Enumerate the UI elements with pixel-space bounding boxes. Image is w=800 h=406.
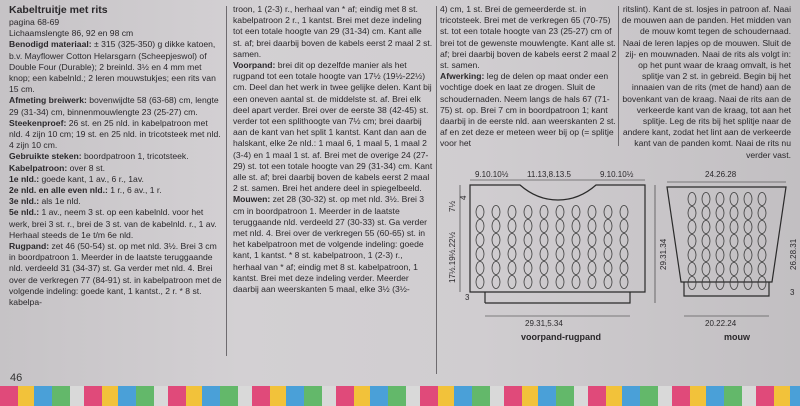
- paragraph: Mouwen: zet 28 (30-32) st. op met nld. 3½. Brei 3 cm in boordpatroon 1. Meerder in de laatste teruggaande nld. verdeeld 27 (30-33) st. Ga verder met nld. 4. Brei over de verkregen 55 (60-65) st. in het kabelpatroon met de volgende indeling: goede kant, 1 kantst. * 8 st. kabelpatroon, 1 (2-3) r., herhaal van * af; eindig met 8 st. kabelpatroon, 1 kantst. Brei met deze indeling verder. Meerder daarbij aan weerskanten 5 maal, elke 3½ (3½-: [233, 194, 427, 295]
- cable-stitch: [524, 234, 532, 247]
- cable-stitch: [702, 221, 710, 234]
- cable-stitch: [588, 262, 596, 275]
- front-top-left-dim: 9.10.10½: [475, 170, 509, 179]
- front-neck-dim: 4: [459, 195, 468, 200]
- cable-stitch: [572, 206, 580, 219]
- cable-stitch: [620, 276, 628, 289]
- cable-stitch: [508, 234, 516, 247]
- paragraph: 3e nld.: als 1e nld.: [9, 196, 81, 207]
- cable-stitch: [702, 249, 710, 262]
- cable-stitch: [744, 221, 752, 234]
- cable-stitch: [476, 248, 484, 261]
- cable-stitch: [730, 193, 738, 206]
- cable-stitch: [476, 220, 484, 233]
- cable-stitch: [758, 193, 766, 206]
- cable-stitch: [730, 249, 738, 262]
- paragraph: Lichaamslengte 86, 92 en 98 cm: [9, 28, 134, 39]
- cable-stitch: [572, 276, 580, 289]
- front-back-diagram: [448, 170, 668, 342]
- sleeve-rib-dim: 3: [790, 288, 795, 297]
- cable-stitch: [524, 262, 532, 275]
- cable-stitch: [702, 277, 710, 290]
- front-rib-dim: 3: [465, 293, 470, 302]
- cable-stitch: [508, 262, 516, 275]
- cable-stitch: [492, 234, 500, 247]
- cable-stitch: [588, 248, 596, 261]
- cable-stitch: [556, 248, 564, 261]
- cable-stitch: [588, 220, 596, 233]
- cable-stitch: [540, 206, 548, 219]
- colorful-fabric-strip: [0, 386, 800, 406]
- cable-stitch: [702, 263, 710, 276]
- cable-stitch: [476, 234, 484, 247]
- cable-stitch: [730, 221, 738, 234]
- cable-stitch: [572, 220, 580, 233]
- article-title: Kabeltruitje met rits: [9, 4, 108, 16]
- cable-stitch: [572, 234, 580, 247]
- cable-stitch: [556, 234, 564, 247]
- paragraph: 5e nld.: 1 av., neem 3 st. op een kabelnld. voor het werk, brei 3 st. r., brei de 3 st. van de kabelnld. r., 1 av.: [9, 207, 217, 229]
- cable-stitch: [758, 263, 766, 276]
- cable-stitch: [588, 234, 596, 247]
- paragraph: 2e nld. en alle even nld.: 1 r., 6 av., 1 r.: [9, 185, 162, 196]
- cable-stitch: [730, 263, 738, 276]
- cable-stitch: [604, 276, 612, 289]
- cable-stitch: [540, 262, 548, 275]
- cable-stitch: [744, 249, 752, 262]
- cable-stitch: [688, 193, 696, 206]
- cable-stitch: [572, 248, 580, 261]
- cable-stitch: [744, 193, 752, 206]
- cable-stitch: [688, 277, 696, 290]
- cable-stitch: [758, 221, 766, 234]
- cable-stitch: [688, 221, 696, 234]
- cable-stitch: [716, 193, 724, 206]
- cable-stitch: [604, 234, 612, 247]
- cable-stitch: [588, 206, 596, 219]
- cable-stitch: [492, 220, 500, 233]
- cable-stitch: [758, 235, 766, 248]
- cable-stitch: [716, 221, 724, 234]
- sleeve-side-dim: 26.28.31: [789, 238, 798, 270]
- cable-stitch: [716, 249, 724, 262]
- cable-stitch: [508, 220, 516, 233]
- cable-stitch: [744, 207, 752, 220]
- front-side-right-dim: 29.31.34: [659, 238, 668, 270]
- cable-stitch: [702, 207, 710, 220]
- paragraph: Benodigd materiaal: ± 315 (325-350) g dikke katoen, b.v. Mayflower Cotton Helarsgarn (Scheepjeswol) of Double Four (Durable); 2 breinld. 3½ en 4 mm met knop; een kabelnld.; 2 leren mouwstukjes; een rits van 15 cm.: [9, 39, 216, 95]
- cable-stitch: [492, 206, 500, 219]
- article-subtitle: pagina 68-69: [9, 17, 60, 27]
- cable-stitch: [524, 248, 532, 261]
- cable-stitch: [524, 220, 532, 233]
- paragraph: troon, 1 (2-3) r., herhaal van * af; eindig met 8 st. kabelpatroon 2 r., 1 kantst. Brei met deze indeling tot een totale hoogte van 29 (31-34) cm. Kant alle st. af; brei daarbij boven de kabels eerst 2 maal 2 st. samen.: [233, 4, 433, 59]
- cable-stitch: [556, 220, 564, 233]
- cable-stitch: [744, 235, 752, 248]
- front-top-right-dim: 9.10.10½: [600, 170, 634, 179]
- cable-stitch: [588, 276, 596, 289]
- cable-stitch: [540, 276, 548, 289]
- cable-stitch: [730, 207, 738, 220]
- paragraph: Rugpand: zet 46 (50-54) st. op met nld. 3½. Brei 3 cm in boordpatroon 1. Meerder in de laatste teruggaande nld. verdeeld 31 (34-37) st. Ga verder met nld. 4. Brei over de verkregen 77 (84-91) st. in kabelpatroon met de volgende indeling: goede kant, 1 kantst., 2 r. * 8 st. kabelpa-: [9, 241, 222, 308]
- front-top-mid-dim: 11.13,8.13.5: [527, 170, 571, 179]
- cable-stitch: [620, 262, 628, 275]
- cable-stitch: [716, 277, 724, 290]
- cable-stitch: [744, 263, 752, 276]
- cable-stitch: [716, 263, 724, 276]
- cable-stitch: [716, 207, 724, 220]
- cable-stitch: [604, 220, 612, 233]
- cable-stitch: [620, 206, 628, 219]
- cable-stitch: [508, 276, 516, 289]
- cable-stitch: [492, 276, 500, 289]
- sleeve-bottom-dim: 20.22.24: [705, 319, 737, 328]
- cable-stitch: [524, 276, 532, 289]
- cable-stitch: [688, 263, 696, 276]
- paragraph: Steekenproef: 26 st. en 25 nld. in kabelpatroon met nld. 4 zijn 10 cm; 19 st. en 25 nld. in tricotsteek met nld. 4 zijn 10 cm.: [9, 117, 221, 151]
- cable-stitch: [556, 262, 564, 275]
- cable-stitch: [604, 248, 612, 261]
- cable-stitch: [730, 235, 738, 248]
- cable-stitch: [492, 262, 500, 275]
- cable-stitch: [508, 206, 516, 219]
- cable-stitch: [540, 234, 548, 247]
- cable-stitch: [758, 277, 766, 290]
- paragraph: Afwerking: leg de delen op maat onder een vochtige doek en laat ze drogen. Sluit de schoudernaden. Neem langs de hals 67 (71-75) st. op. Brei 7 cm in boordpatroon 1; kant daarbij in de eerste nld. aan weerskanten 2 st. af en zet deze er meteen weer bij op (= splitje voor het: [440, 71, 616, 149]
- front-back-label: voorpand-rugpand: [521, 332, 601, 342]
- paragraph: Herhaal steeds de 1e t/m 6e nld.: [9, 229, 134, 240]
- cable-stitch: [688, 235, 696, 248]
- cable-stitch: [508, 248, 516, 261]
- front-bottom-dim: 29.31,5.34: [525, 319, 563, 328]
- paragraph: 4) cm, 1 st. Brei de gemeerderde st. in tricotsteek. Brei met de verkregen 65 (70-75) st. tot een totale hoogte van 23 (25-27) cm of brei tot de gewenste mouwlengte. Kant alle st. af; brei daarbij boven de kabels eerst 2 maal 2 st. samen.: [440, 4, 617, 71]
- cable-stitch: [620, 234, 628, 247]
- paragraph: Afmeting breiwerk: bovenwijdte 58 (63-68) cm, lengte 29 (31-34) cm, binnenmouwlengte 23 (25-27) cm.: [9, 95, 219, 117]
- cable-stitch: [476, 206, 484, 219]
- cable-stitch: [688, 207, 696, 220]
- cable-stitch: [556, 276, 564, 289]
- cable-stitch: [702, 235, 710, 248]
- cable-stitch: [476, 276, 484, 289]
- cable-stitch: [524, 206, 532, 219]
- sleeve-diagram: [667, 170, 798, 342]
- cable-stitch: [730, 277, 738, 290]
- cable-stitch: [702, 193, 710, 206]
- cable-stitch: [540, 248, 548, 261]
- cable-stitch: [758, 249, 766, 262]
- cable-stitch: [620, 248, 628, 261]
- front-side-left-dim: 17½.19½.22½: [448, 231, 457, 283]
- cable-stitch: [604, 206, 612, 219]
- cable-stitch: [620, 220, 628, 233]
- sleeve-label: mouw: [724, 332, 750, 342]
- cable-stitch: [744, 277, 752, 290]
- cable-stitch: [604, 262, 612, 275]
- cable-stitch: [716, 235, 724, 248]
- page-number: 46: [10, 372, 23, 384]
- cable-stitch: [556, 206, 564, 219]
- cable-stitch: [540, 220, 548, 233]
- paragraph: Gebruikte steken: boordpatroon 1, tricotsteek.: [9, 151, 189, 162]
- cable-stitch: [758, 207, 766, 220]
- cable-stitch: [492, 248, 500, 261]
- paragraph: ritslint). Kant de st. losjes in patroon af. Naai de mouwen aan de panden. Het midden van de mouw komt tegen de schoudernaad. Naai de leren lapjes op de mouwen. Sluit de zij- en mouwnaden. Naai de rits als volgt in: op het punt waar de kraag omvalt, is het splitje van 2 st. in gebreid. Begin bij het innaaien van de rits (met de hand) aan de bovenkant van de kraag. Naai de rits aan de verkeerde kant van de kraag, tot aan het splitje. Leg de rits bij het splitje naar de andere kant, zodat het lint aan de verkeerde kant van de panden komt. Naai de rits nu verder vast.: [621, 4, 791, 160]
- front-split-dim: 7½: [448, 200, 457, 212]
- sleeve-top-dim: 24.26.28: [705, 170, 737, 179]
- cable-stitch: [476, 262, 484, 275]
- paragraph: Voorpand: brei dit op dezelfde manier als het rugpand tot een totale hoogte van 17½ (19½-22½) cm. Deel dan het werk in twee gelijke delen. Kant bij een oneven aantal st. de middelste st. af. Brei elk deel apart verder. Brei over de eerste 38 (42-45) st. verder tot een splithoogte van 7½ cm; brei daarbij aan de kant van het split 1 kantst. Kant dan aan de halskant, elke 2e nld.: 1 maal 6, 1 maal 5, 1 maal 2 (3-4) en 1 maal 1 st. af. Brei met de overige 24 (27-29) st. tot een totale hoogte van 29 (31-34) cm. Kant alle st. af; brei daarbij boven de kabels eerst 2 maal 2 st. samen. Brei het andere deel in spiegelbeeld.: [233, 60, 433, 194]
- paragraph: Kabelpatroon: over 8 st.: [9, 162, 105, 173]
- paragraph: 1e nld.: goede kant, 1 av., 6 r., 1av.: [9, 173, 144, 184]
- cable-stitch: [688, 249, 696, 262]
- cable-stitch: [572, 262, 580, 275]
